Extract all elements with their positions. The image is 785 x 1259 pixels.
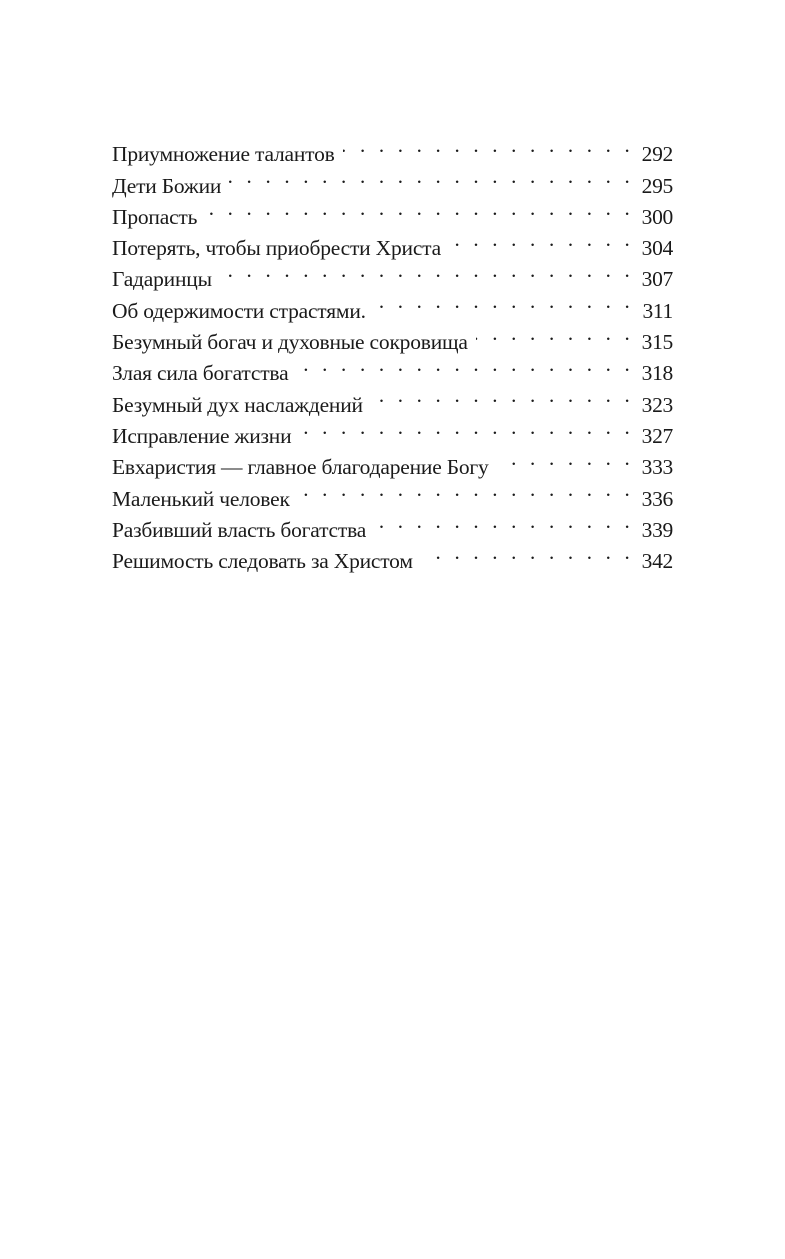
toc-entry-title: Злая сила богатства	[112, 361, 289, 386]
toc-entry-page: 342	[641, 549, 673, 574]
dot-leader	[497, 443, 634, 474]
toc-entry	[112, 130, 673, 167]
toc-entry-page: 292	[641, 142, 673, 167]
toc-entry-page: 336	[641, 486, 673, 511]
dot-leader	[374, 286, 634, 317]
dot-leader	[220, 255, 634, 286]
dot-leader	[343, 130, 634, 161]
toc-entry-page: 295	[641, 173, 673, 198]
toc-entry-title: Приумножение талантов	[112, 142, 335, 167]
dot-leader	[449, 224, 634, 255]
dot-leader	[298, 474, 634, 505]
dot-leader	[296, 349, 634, 380]
table-of-contents	[112, 130, 673, 574]
toc-entry-title: Потерять, чтобы приобрести Христа	[112, 236, 441, 261]
toc-entry-page: 323	[641, 392, 673, 417]
dot-leader	[205, 193, 634, 224]
toc-entry-title: Безумный богач и духовные сокровища	[112, 330, 468, 355]
toc-entry-page: 304	[641, 236, 673, 261]
dot-leader	[371, 380, 634, 411]
toc-entry-title: Дети Божии	[112, 173, 222, 198]
toc-entry-title: Евхаристия — главное благодарение Богу	[112, 455, 489, 480]
toc-entry-title: Исправление жизни	[112, 423, 292, 448]
toc-entry-page: 339	[641, 517, 673, 542]
toc-entry-title: Разбивший власть богатства	[112, 517, 367, 542]
dot-leader	[421, 537, 634, 568]
toc-entry-page: 315	[641, 330, 673, 355]
toc-entry-title: Пропасть	[112, 204, 198, 229]
toc-entry-title: Гадаринцы	[112, 267, 212, 292]
dot-leader	[229, 161, 634, 192]
toc-entry-page: 307	[641, 267, 673, 292]
toc-entry-page: 300	[641, 204, 673, 229]
toc-entry-page: 327	[641, 423, 673, 448]
toc-entry-title: Об одержимости страстями.	[112, 298, 366, 323]
toc-entry-title: Безумный дух наслаждений	[112, 392, 363, 417]
toc-entry-title: Решимость следовать за Христом	[112, 549, 413, 574]
toc-entry-page: 311	[642, 298, 673, 323]
toc-entry-page: 318	[641, 361, 673, 386]
dot-leader	[299, 412, 634, 443]
toc-entry-page: 333	[641, 455, 673, 480]
toc-entry-title: Маленький человек	[112, 486, 290, 511]
dot-leader	[476, 318, 634, 349]
dot-leader	[374, 506, 634, 537]
